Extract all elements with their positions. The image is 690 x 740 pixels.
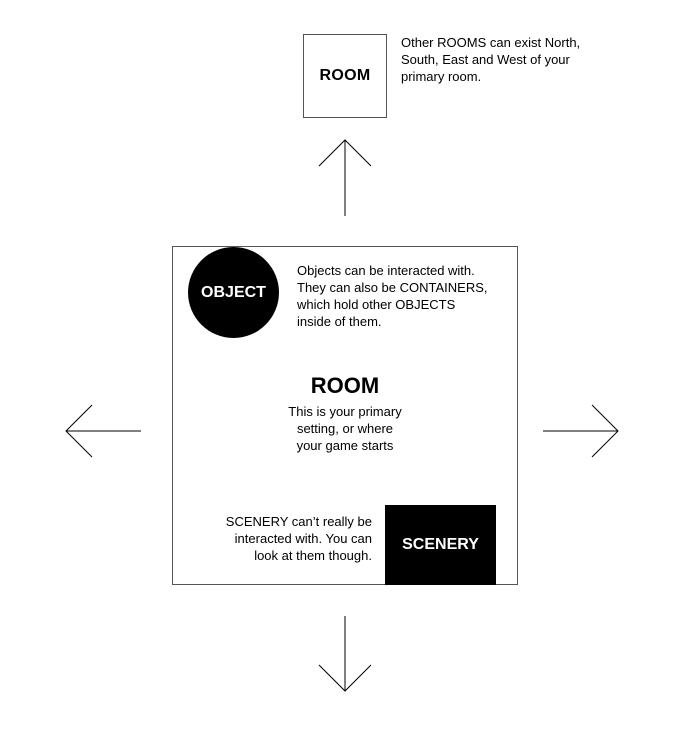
main-room-title: ROOM: [310, 373, 380, 398]
scenery-note: [160, 513, 372, 564]
north-note-line: primary room.: [401, 69, 482, 84]
north-note-line: Other ROOMS can exist North,: [401, 35, 581, 50]
object-circle: [188, 247, 279, 338]
object-note-line: They can also be CONTAINERS,: [297, 280, 488, 295]
north-room-label: ROOM: [319, 67, 371, 84]
main-room-description: This is your primary setting, or where your game starts: [288, 404, 402, 453]
scenery-note-line: SCENERY can’t really be: [225, 514, 372, 529]
west-arrow-icon: [66, 405, 141, 457]
object-note: [297, 262, 488, 330]
scenery-label: SCENERY: [402, 536, 479, 553]
scenery-note-line: interacted with. You can: [234, 531, 372, 546]
east-arrow-icon: [543, 405, 618, 457]
scenery-box: [385, 505, 496, 585]
scenery-note-line: look at them though.: [254, 548, 372, 563]
north-note-line: South, East and West of your: [401, 52, 570, 67]
object-label: OBJECT: [201, 283, 266, 301]
object-note-line: which hold other OBJECTS: [297, 297, 456, 312]
object-note-line: Objects can be interacted with.: [297, 263, 475, 278]
north-arrow-icon: [319, 140, 371, 216]
south-arrow-icon: [319, 616, 371, 691]
object-note-line: inside of them.: [297, 314, 382, 329]
